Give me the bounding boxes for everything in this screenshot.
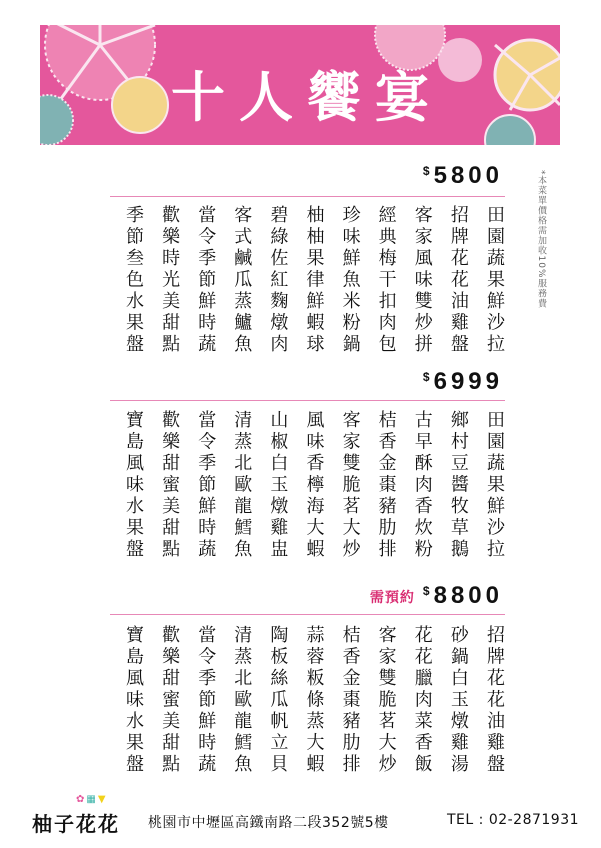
dish: 桔香金棗豬肋排 [339,625,361,776]
price-value: 8800 [433,582,503,609]
flower-icon: ✿ [76,794,87,805]
divider [110,400,505,401]
dish: 蒜蓉粄條蒸大蝦 [303,625,325,776]
phone-number: TEL : 02-2871931 [447,812,580,828]
price-value: 6999 [433,368,503,395]
triangle-icon: ▼ [97,794,108,805]
dish: 田園蔬果鮮沙拉 [483,205,505,356]
set-price [423,162,503,190]
dish: 碧綠佐紅麴燉肉 [267,205,289,356]
dish: 寶島風味水果盤 [123,625,144,776]
dish: 季節叁色水果盤 [123,205,144,356]
dish: 歡樂時光美甜點 [159,205,181,356]
brand-logo: 柚子花花 [32,812,120,836]
dish: 當令季節鮮時蔬 [195,205,217,356]
dish: 招牌花花油雞盤 [447,205,469,356]
dish-list [122,205,505,356]
currency-symbol: $ [422,164,430,178]
dish: 客式鹹瓜蒸鱸魚 [231,205,253,356]
dish: 田園蔬果鮮沙拉 [483,410,505,561]
set-price [423,368,503,396]
title-banner [40,25,560,145]
dish: 桔香金棗豬肋排 [375,410,397,561]
dish: 歡樂甜蜜美甜點 [159,410,181,561]
dish-list [122,410,505,561]
dish: 經典梅干扣肉包 [375,205,397,356]
dish: 鄉村豆醬牧草鵝 [447,410,469,561]
address: 桃園市中壢區高鐵南路二段352號5樓 [148,815,389,831]
dish: 珍味鮮魚米粉鍋 [339,205,361,356]
dish: 古早酥肉香炊粉 [411,410,433,561]
dish: 當令季節鮮時蔬 [195,625,217,776]
dish: 花花臘肉菜香飯 [411,625,433,776]
logo-icons [76,794,108,805]
dish: 砂鍋白玉燉雞湯 [447,625,469,776]
dish: 柚柚果律鮮蝦球 [303,205,325,356]
dish: 當令季節鮮時蔬 [195,410,217,561]
divider [110,614,505,615]
dish: 風味香檸海大蝦 [303,410,325,561]
dish: 招牌花花油雞盤 [483,625,505,776]
grid-icon: ▦ [86,794,98,805]
dish: 客家風味雙炒拼 [411,205,433,356]
divider [110,196,505,197]
price-value: 5800 [433,162,503,189]
dish: 山椒白玉燉雞盅 [267,410,289,561]
dish: 客家雙脆茗大炒 [339,410,361,561]
dish: 客家雙脆茗大炒 [375,625,397,776]
reservation-required-label: 需預約 [369,589,415,606]
dish: 清蒸北歐龍鱈魚 [231,410,253,561]
dish: 陶板絲瓜帆立貝 [267,625,289,776]
dish: 歡樂甜蜜美甜點 [159,625,181,776]
service-charge-note: *本菜單價格需加收10%服務費 [536,170,546,309]
page-title: 十人饗宴 [171,66,443,129]
dish: 寶島風味水果盤 [123,410,144,561]
dish: 清蒸北歐龍鱈魚 [231,625,253,776]
set-price [370,582,503,610]
dish-list [122,625,505,776]
currency-symbol: $ [422,584,430,598]
currency-symbol: $ [422,370,430,384]
